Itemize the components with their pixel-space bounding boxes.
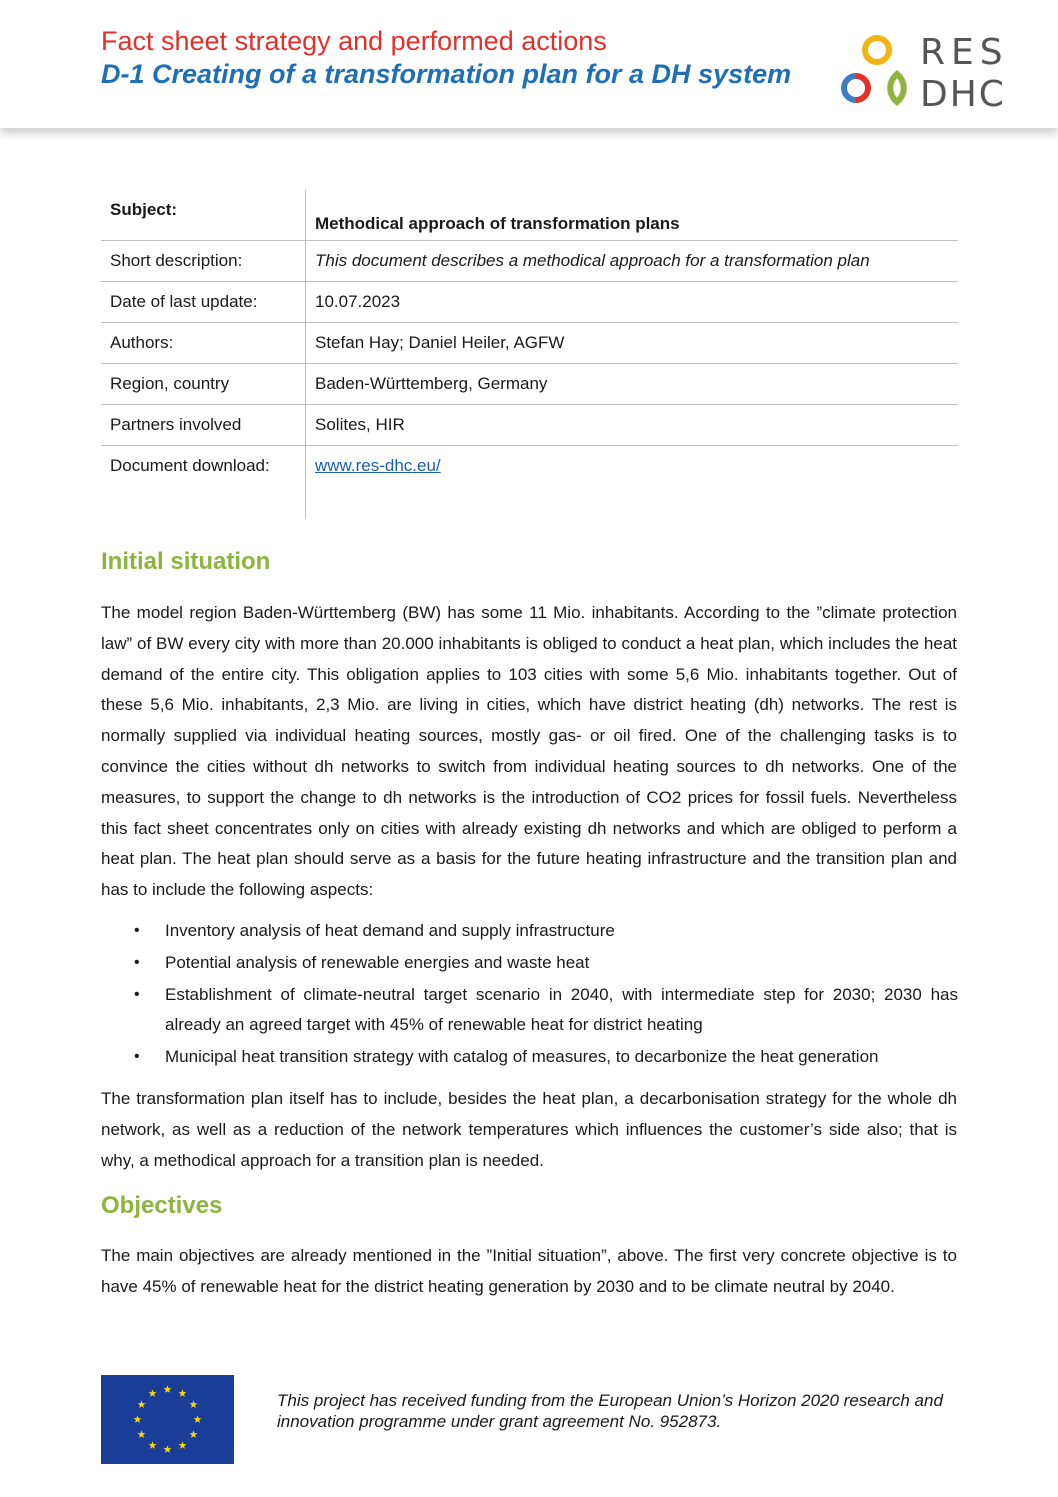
info-row-partners bbox=[101, 405, 958, 446]
list-item: • Potential analysis of renewable energies and waste heat bbox=[134, 953, 590, 972]
info-value: Methodical approach of transformation plans bbox=[306, 190, 959, 241]
logo-text-dhc: DHC bbox=[920, 74, 1006, 115]
info-row-short-description bbox=[101, 241, 958, 282]
info-label: Date of last update: bbox=[101, 282, 306, 323]
info-row-subject bbox=[101, 190, 958, 241]
header-subtitle: Fact sheet strategy and performed actions bbox=[101, 26, 607, 56]
info-value: 10.07.2023 bbox=[306, 282, 959, 323]
info-value: This document describes a methodical approach for a transformation plan bbox=[306, 241, 959, 282]
logo-yellow-ring bbox=[865, 38, 889, 62]
logo-multicolor-ring bbox=[844, 76, 868, 100]
info-label: Authors: bbox=[101, 323, 306, 364]
info-row-date bbox=[101, 282, 958, 323]
info-value: Stefan Hay; Daniel Heiler, AGFW bbox=[306, 323, 959, 364]
aspects-list bbox=[101, 916, 958, 1074]
document-info-table bbox=[101, 190, 958, 518]
heading-initial-situation: Initial situation bbox=[101, 548, 271, 575]
eu-flag-icon bbox=[101, 1375, 234, 1464]
transformation-plan-paragraph: The transformation plan itself has to include, besides the heat plan, a decarbonisation strategy for the whole dh network, as well as a reduction of the network temperatures which influences the customer’s side also; that is why, a methodical approach for a transition plan is needed. bbox=[101, 1089, 957, 1170]
info-row-region bbox=[101, 364, 958, 405]
info-row-authors bbox=[101, 323, 958, 364]
header-title: D-1 Creating of a transformation plan for a DH system bbox=[101, 59, 792, 89]
list-item: • Establishment of climate-neutral target scenario in 2040, with intermediate step for 2030; 2030 has already an agreed target with 45% of renewable heat for district heating bbox=[134, 985, 958, 1034]
list-item: • Inventory analysis of heat demand and supply infrastructure bbox=[134, 921, 615, 940]
list-item: • Municipal heat transition strategy with catalog of measures, to decarbonize the heat generation bbox=[134, 1047, 879, 1066]
info-label: Subject: bbox=[101, 190, 306, 241]
logo-text-res: RES bbox=[920, 32, 1009, 73]
info-value: Solites, HIR bbox=[306, 405, 959, 446]
info-label: Document download: bbox=[101, 446, 306, 519]
objectives-paragraph: The main objectives are already mentioned in the ”Initial situation”, above. The first very concrete objective is to have 45% of renewable heat for the district heating generation by 2030 and to be climate neutral by 2040. bbox=[101, 1246, 957, 1296]
res-dhc-logo bbox=[836, 30, 1026, 116]
info-row-download bbox=[101, 446, 958, 519]
page-header bbox=[0, 0, 1058, 128]
info-label: Short description: bbox=[101, 241, 306, 282]
heading-objectives: Objectives bbox=[101, 1192, 223, 1219]
info-label: Partners involved bbox=[101, 405, 306, 446]
funding-notice: This project has received funding from the European Union’s Horizon 2020 research and innovation programme under grant agreement No. 952873. bbox=[277, 1391, 943, 1431]
logo-green-leaf bbox=[890, 74, 904, 102]
info-label: Region, country bbox=[101, 364, 306, 405]
initial-situation-paragraph: The model region Baden-Württemberg (BW) has some 11 Mio. inhabitants. According to the ”climate protection law” of BW every city with more than 20.000 inhabitants is obliged to conduct a heat plan, which includes the heat demand of the entire city. This obligation applies to 103 cities with some 5,6 Mio. inhabitants together. Out of these 5,6 Mio. inhabitants, 2,3 Mio. are living in cities, which have district heating (dh) networks. The rest is normally supplied via individual heating sources, mostly gas- or oil fired. One of the challenging tasks is to convince the cities without dh networks to switch from individual heating sources to dh networks. One of the measures, to support the change to dh networks is the introduction of CO2 prices for fossil fuels. Nevertheless this fact sheet concentrates only on cities with already existing dh networks and which are obliged to perform a heat plan. The heat plan should serve as a basis for the future heating infrastructure and the transition plan and has to include the following aspects: bbox=[101, 603, 957, 900]
info-value: Baden-Württemberg, Germany bbox=[306, 364, 959, 405]
document-download-link[interactable]: www.res-dhc.eu/ bbox=[315, 456, 441, 475]
